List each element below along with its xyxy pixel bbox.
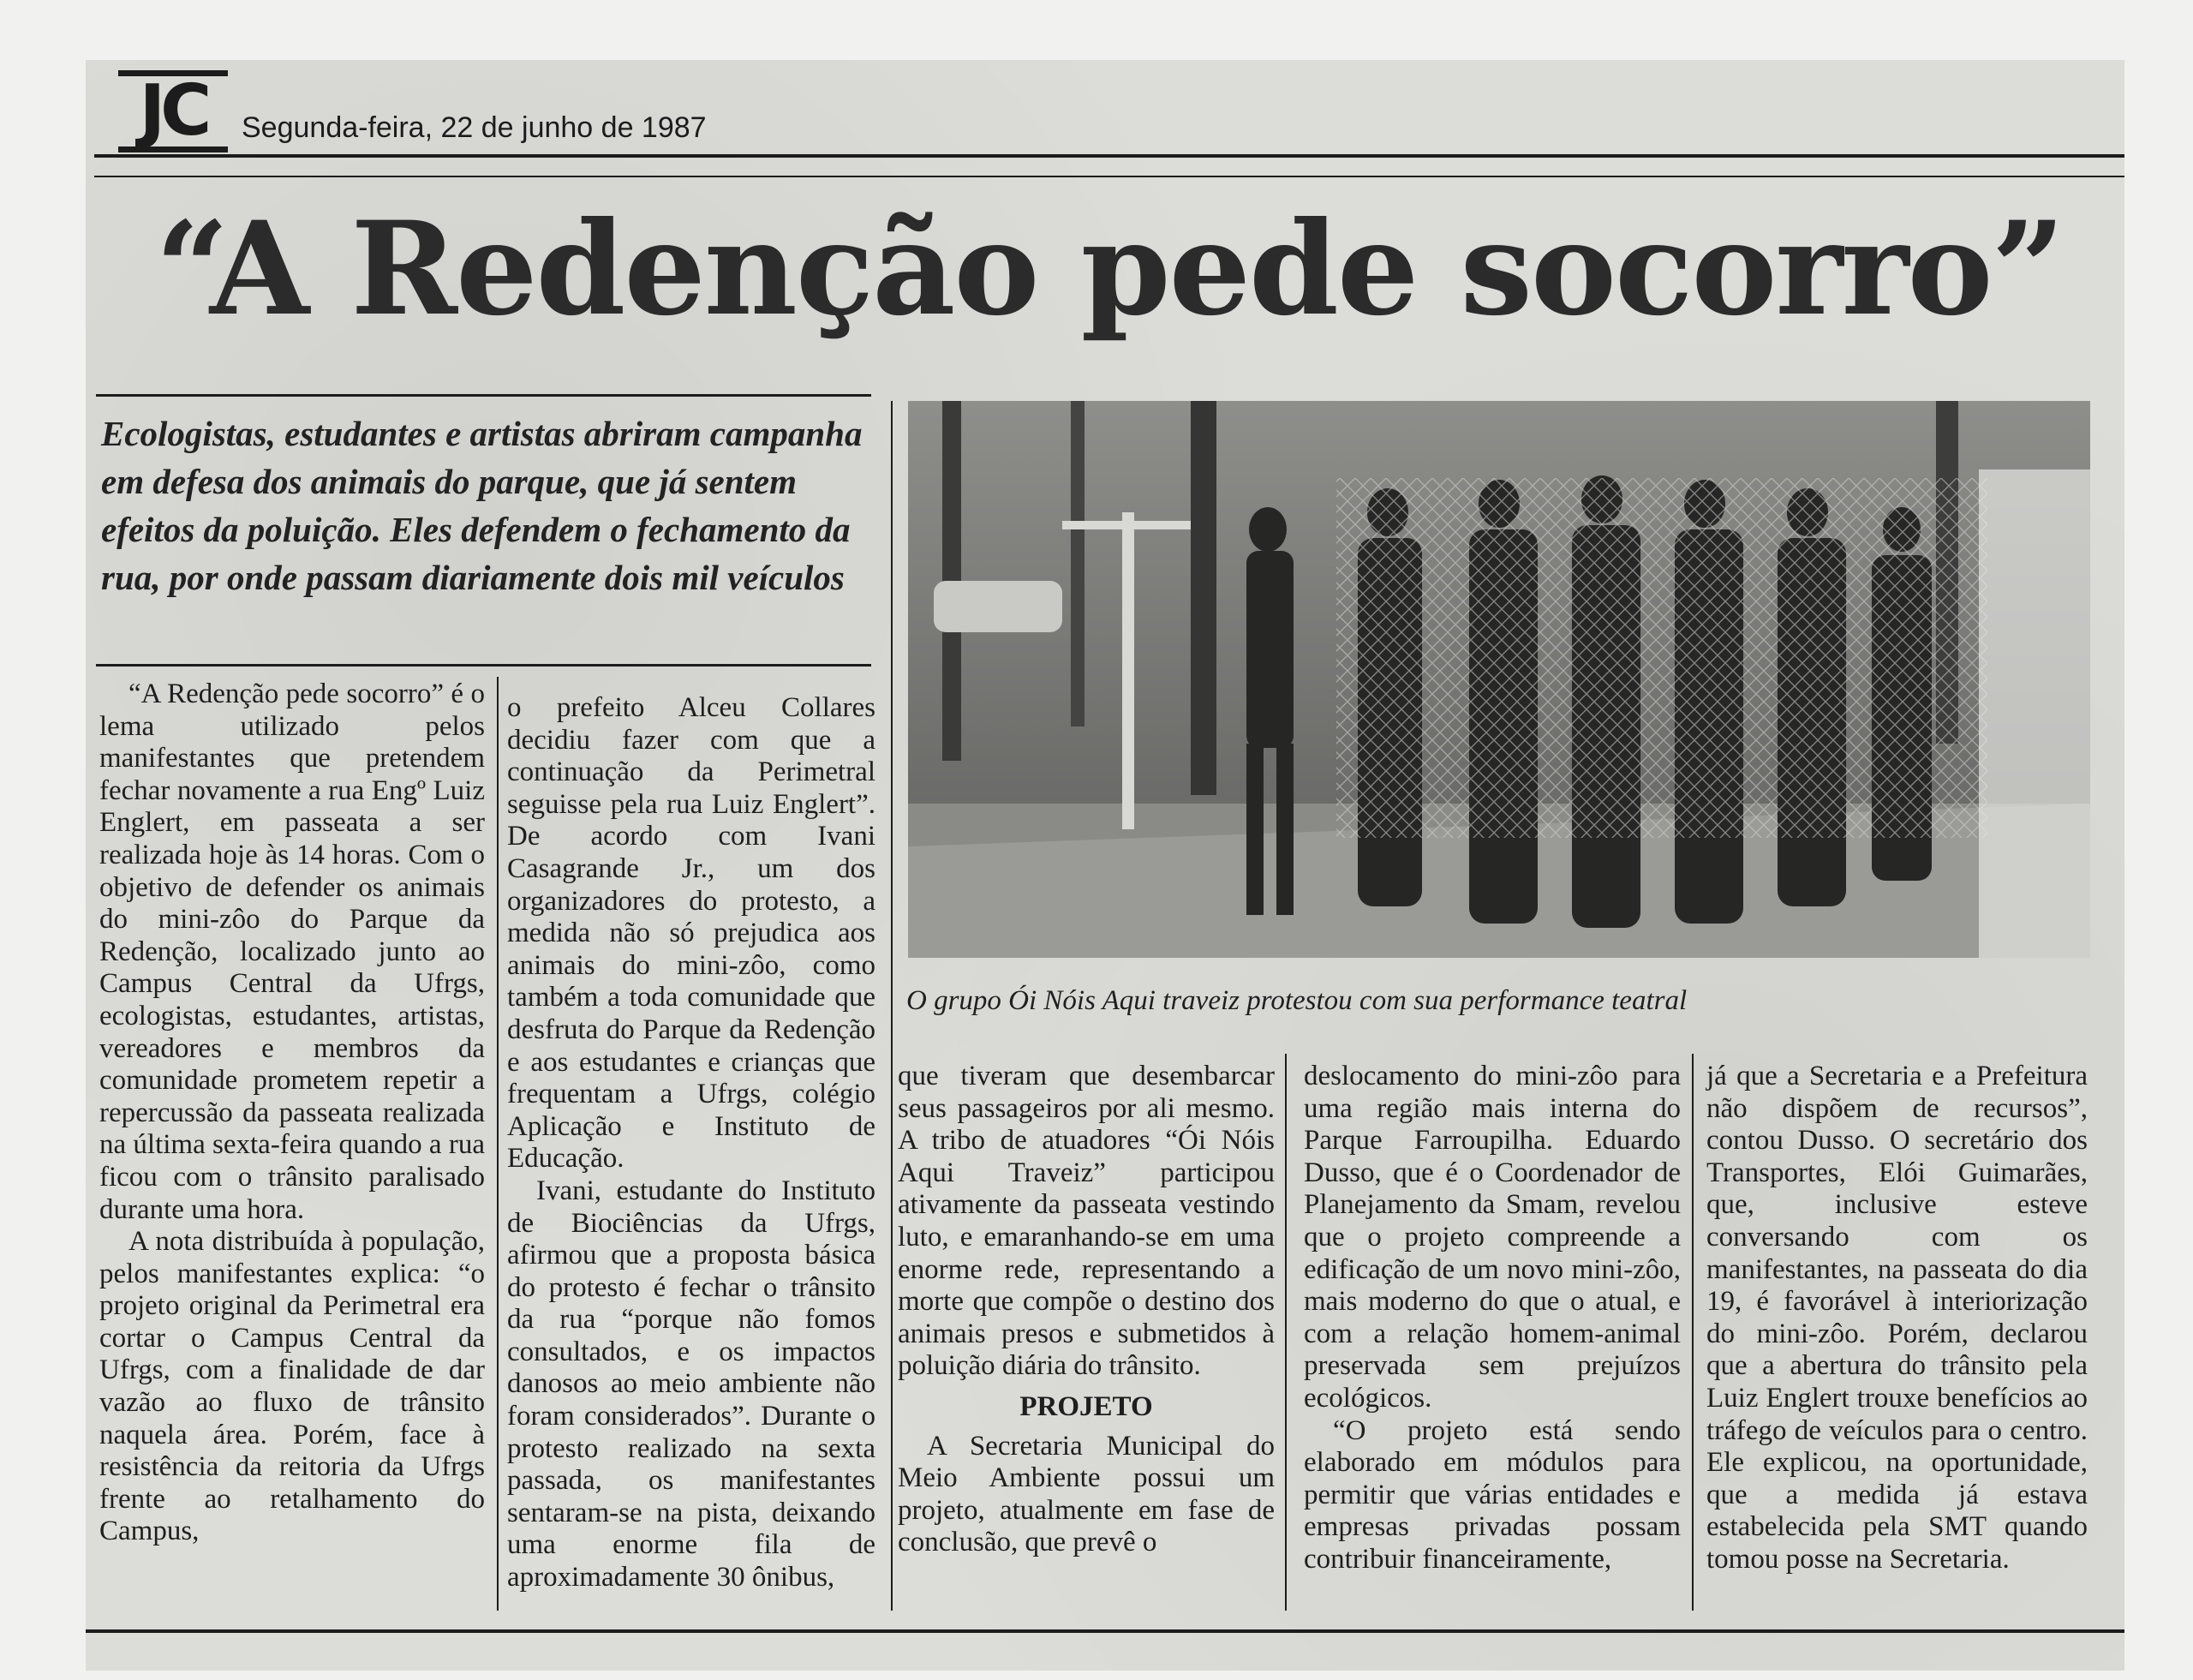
col3-paragraph-1: que tiveram que desembarcar seus passageiros por ali mesmo. A tribo de atuadores “Ói Nóis Aqui Traveiz” participou ativamente da passeata vestindo luto, e emaranhando-se em uma enorme rede, representando a morte que compõe o destino dos animais presos e submetidos à poluição diária do trânsito. (898, 1061, 1275, 1382)
article-column-1 (99, 679, 485, 1548)
col1-paragraph-2: A nota distribuída à população, pelos manifestantes explica: “o projeto original da Perimetral era cortar o Campus Central da Ufrgs, com a finalidade de dar vazão ao fluxo de trânsito naquela área. Porém, face à resistência da reitoria da Ufrgs frente ao retalhamento do Campus, (99, 1226, 485, 1547)
photo-caption: O grupo Ói Nóis Aqui traveiz protestou com sua performance teatral (906, 985, 1688, 1016)
column-rule-4 (1692, 1054, 1694, 1611)
col2-paragraph-1: o prefeito Alceu Collares decidiu fazer com que a continuação da Perimetral seguisse pela rua Luiz Englert”. De acordo com Ivani Casagrande Jr., um dos organizadores do protesto, a medida não só prejudica aos animais do mini-zôo, como também a toda comunidade que desfruta do Parque da Redenção e aos estudantes e crianças que frequentam a Ufrgs, colégio Aplicação e Instituto de Educação. (507, 692, 875, 1175)
lede-bottom-rule (96, 664, 871, 667)
col1-paragraph-1: “A Redenção pede socorro” é o lema utilizado pelos manifestantes que pretendem fechar novamente a rua Engº Luiz Englert, em passeata a ser realizada hoje às 14 horas. Com o objetivo de defender os animais do mini-zôo do Parque da Redenção, localizado junto ao Campus Central da Ufrgs, ecologistas, estudantes, artistas, vereadores e membros da comunidade prometem repetir a repercussão da passeata realizada na última sexta-feira quando a rua ficou com o trânsito paralisado durante uma hora. (99, 679, 485, 1225)
bottom-rule (86, 1629, 2124, 1633)
lede-top-rule (96, 394, 871, 397)
masthead-rule (94, 154, 2124, 158)
protest-photo-image (908, 401, 2090, 958)
col2-paragraph-2: Ivani, estudante do Instituto de Biociências da Ufrgs, afirmou que a proposta básica do protesto é fechar o trânsito da rua “porque não fomos consultados, e os impactos danosos ao meio ambiente não foram considerados”. Durante o protesto realizado na sexta passada, os manifestantes sentaram-se na pista, deixando uma enorme fila de aproximadamente 30 ônibus, (507, 1175, 875, 1593)
article-column-3 (898, 1061, 1275, 1559)
col5-paragraph-1: já que a Secretaria e a Prefeitura não dispõem de recursos”, contou Dusso. O secretário dos Transportes, Elói Guimarães, que, inclusive esteve conversando com os manifestantes, na passeata do dia 19, é favorável à interiorização do mini-zôo. Porém, declarou que a abertura do trânsito pela Luiz Englert trouxe benefícios ao tráfego de veículos para o centro. Ele explicou, na oportunidade, que a medida já estava estabelecida pela SMT quando tomou posse na Secretaria. (1706, 1061, 2088, 1575)
column-rule-1 (497, 677, 499, 1611)
headline: “A Redenção pede socorro” (155, 194, 2064, 344)
article-column-4 (1304, 1061, 1681, 1576)
col4-paragraph-1: deslocamento do mini-zôo para uma região mais interna do Parque Farroupilha. Eduardo Dusso, que é o Coordenador de Planejamento da Smam, revelou que o projeto compreende a edificação de um novo mini-zôo, mais moderno do que o atual, e com a relação homem-animal preservada sem prejuízos ecológicos. (1304, 1061, 1681, 1414)
article-column-5 (1706, 1061, 2088, 1576)
newspaper-logo: JC (118, 70, 228, 152)
column-rule-2 (891, 401, 893, 1611)
protest-photo (908, 401, 2090, 958)
lede-text: Ecologistas, estudantes e artistas abriram campanha em defesa dos animais do parque, que já sentem efeitos da poluição. Eles defendem o fechamento da rua, por onde passam diariamente dois mil veículos (101, 414, 863, 597)
col3-paragraph-2: A Secretaria Municipal do Meio Ambiente possui um projeto, atualmente em fase de conclusão, que prevê o (898, 1430, 1275, 1558)
column-rule-3 (1285, 1054, 1287, 1611)
section-subhead: PROJETO (1019, 1390, 1153, 1422)
col4-paragraph-2: “O projeto está sendo elaborado em módulos para permitir que várias entidades e empresas privadas possam contribuir financeiramente, (1304, 1414, 1681, 1575)
top-border-rule (94, 176, 2124, 177)
publication-date: Segunda-feira, 22 de junho de 1987 (242, 111, 707, 144)
article-column-2 (507, 692, 875, 1594)
